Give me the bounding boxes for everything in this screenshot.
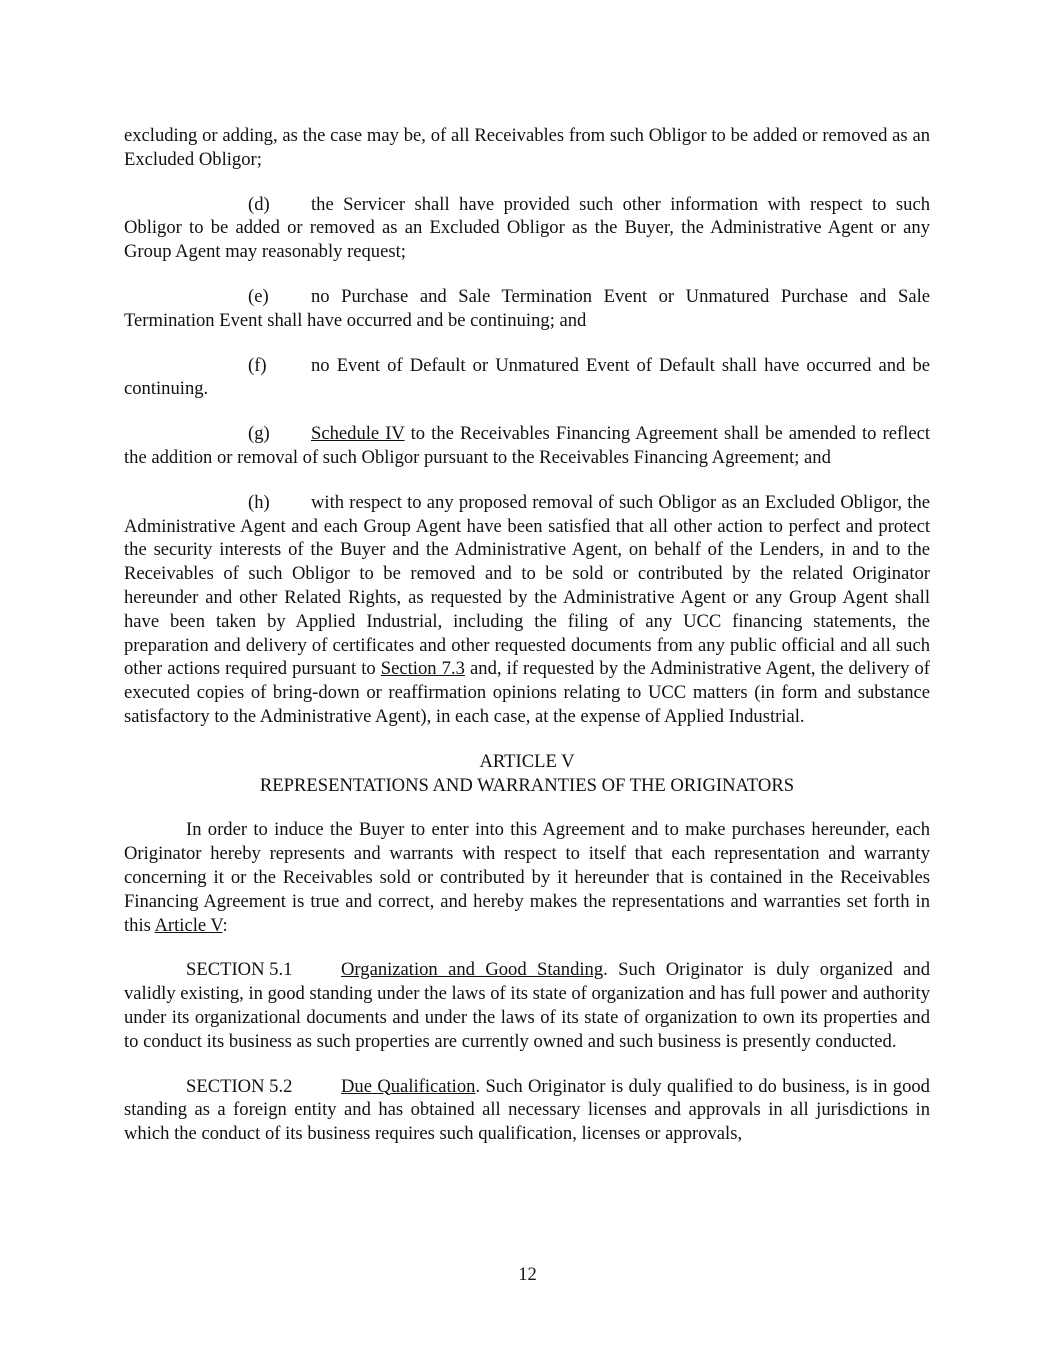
clause-d-label: (d) [248, 193, 270, 215]
carryover-paragraph: excluding or adding, as the case may be, of all Receivables from such Obligor to be added or removed as an Excluded Obligor; [124, 125, 930, 170]
clause-e-text: no Purchase and Sale Termination Event or Unmatured Purchase and Sale Termination Event shall have occurred and be continuing; and [124, 285, 930, 331]
document-page [124, 124, 930, 1167]
intro-text: In order to induce the Buyer to enter into this Agreement and to make purchases hereunder, each Originator hereby represents and warrants with respect to itself that each representation and warranty concerning it or the Receivables sold or contributed by it hereunder that is contained in the Receivables Financing Agreement is true and correct, and hereby makes the representations and warranties set forth in this [124, 819, 930, 936]
intro-end: : [222, 914, 228, 936]
clause-d [124, 193, 930, 264]
section-5-2-text: . Such Originator is duly qualified to do business, is in good standing as a foreign entity and has obtained all necessary licenses and approvals in all jurisdictions in which the conduct of its business requires such qualification, licenses or approvals, [124, 1075, 930, 1145]
article-v-reference: Article V [154, 914, 223, 936]
section-5-1-number: SECTION 5.1 [186, 959, 293, 981]
section-5-2-heading: Due Qualification [341, 1075, 476, 1097]
article-number: ARTICLE V [479, 750, 575, 772]
section-5-1-text: . Such Originator is duly organized and validly existing, in good standing under the laws of its state of organization and has full power and authority under its organizational documents and under the laws of its state of organization to own its properties and to conduct its business as such properties are currently owned and such business is presently conducted. [124, 959, 931, 1052]
clause-f-text: no Event of Default or Unmatured Event of Default shall have occurred and be continuing. [124, 354, 930, 400]
section-7-3-reference: Section 7.3 [380, 658, 465, 680]
clause-h-label: (h) [248, 491, 270, 513]
clause-g [124, 422, 930, 470]
clause-g-label: (g) [248, 423, 270, 445]
clause-e-label: (e) [248, 285, 269, 307]
section-5-1-heading: Organization and Good Standing [341, 959, 604, 981]
article-intro-paragraph [124, 818, 930, 937]
clause-f [124, 354, 930, 402]
section-5-1 [124, 958, 930, 1053]
clause-h-text-after: and, if requested by the Administrative Agent, the delivery of executed copies of bring-down or reaffirmation opinions relating to UCC matters (in form and substance satisfactory to the Administrative Agent), in each case, at the expense of Applied Industrial. [124, 658, 930, 727]
clause-e [124, 285, 930, 333]
clause-h [124, 491, 930, 729]
article-heading [124, 750, 930, 798]
clause-g-text: to the Receivables Financing Agreement shall be amended to reflect the addition or removal of such Obligor pursuant to the Receivables Financing Agreement; and [124, 423, 930, 468]
clause-h-text-before: with respect to any proposed removal of such Obligor as an Excluded Obligor, the Administrative Agent and each Group Agent have been satisfied that all other action to perfect and protect the security interests of the Buyer and the Administrative Agent, on behalf of the Lenders, in and to the Receivables of such Obligor to be removed and to be sold or contributed by the related Originator hereunder and other Related Rights, as requested by the Administrative Agent or any Group Agent shall have been taken by Applied Industrial, including the filing of any UCC financing statements, the preparation and delivery of certificates and other requested documents from any public official and all such other actions required pursuant to [124, 491, 930, 680]
page-number: 12 [518, 1264, 537, 1285]
schedule-iv-reference: Schedule IV [311, 423, 405, 445]
section-5-2-number: SECTION 5.2 [186, 1075, 293, 1097]
clause-f-label: (f) [248, 354, 267, 376]
section-5-2 [124, 1075, 930, 1146]
article-title: REPRESENTATIONS AND WARRANTIES OF THE ORIGINATORS [259, 774, 795, 796]
clause-d-text: the Servicer shall have provided such other information with respect to such Obligor to be added or removed as an Excluded Obligor as the Buyer, the Administrative Agent or any Group Agent may reasonably request; [124, 193, 930, 263]
